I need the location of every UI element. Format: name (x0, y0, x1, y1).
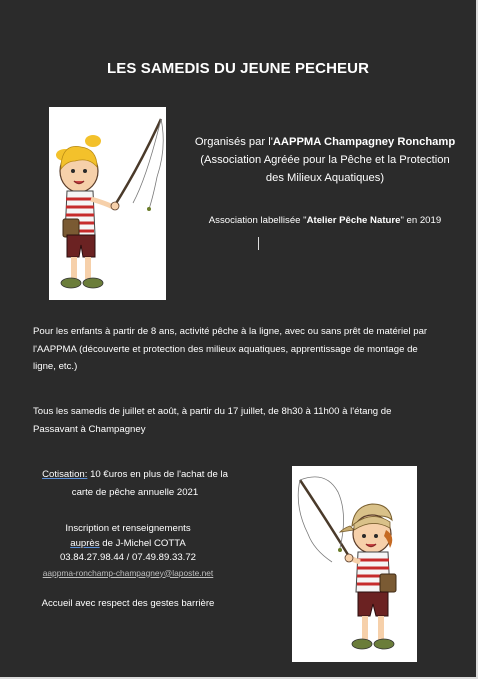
flyer-title: LES SAMEDIS DU JEUNE PECHEUR (106, 60, 369, 77)
girl-fishing-illustration (49, 107, 166, 300)
label-line (180, 215, 470, 226)
audience-line1: Pour les enfants à partir de 8 ans, activité pêche à la ligne, avec ou sans prêt de matériel par (33, 326, 428, 337)
organizer-prefix: Organisés par l' (194, 136, 273, 148)
cotisation-label: Cotisation: (42, 469, 88, 480)
label-name: Atelier Pêche Nature (306, 215, 401, 226)
boy-fishing-illustration (292, 466, 417, 662)
organizer-line2: (Association Agréée pour la Pêche et la Protection (200, 154, 450, 166)
contact-person (0, 537, 256, 552)
girl-fishing-drawing (49, 107, 166, 300)
contact-phones: 03.84.27.98.44 / 07.49.89.33.72 (59, 552, 197, 563)
cotisation-text1: 10 €uros en plus de l'achat de la (87, 469, 228, 480)
cotisation-line1 (20, 466, 250, 484)
contact-heading: Inscription et renseignements (65, 523, 191, 534)
audience-line2: l'AAPPMA (découverte et protection des milieux aquatiques, apprentissage de montage de (33, 343, 418, 355)
cotisation-line2: carte de pêche annuelle 2021 (71, 486, 199, 498)
contact-pres-word: auprès (70, 537, 100, 549)
organizer-block (180, 133, 470, 187)
audience-line3: ligne, etc.) (33, 361, 78, 372)
schedule-line1: Tous les samedis de juillet et août, à partir du 17 juillet, de 8h30 à 11h00 à l'étang de (33, 406, 392, 417)
closing-line: Accueil avec respect des gestes barrière (41, 598, 215, 609)
schedule-paragraph (33, 403, 458, 438)
boy-fishing-drawing (292, 466, 417, 662)
organizer-name: AAPPMA Champagney Ronchamp (272, 136, 456, 148)
contact-email-link[interactable]: aappma-ronchamp-champagney@laposte.net (42, 567, 214, 578)
schedule-line2: Passavant à Champagney (33, 423, 146, 435)
organizer-line3: des Milieux Aquatiques) (265, 172, 385, 184)
audience-paragraph (33, 323, 458, 376)
contact-name: de J-Michel COTTA (99, 537, 186, 549)
organizer-line1 (180, 133, 470, 151)
label-prefix: Association labellisée " (208, 215, 307, 226)
label-suffix: " en 2019 (400, 215, 442, 226)
contact-block (0, 522, 256, 580)
text-cursor (258, 237, 259, 250)
cotisation-block (20, 466, 250, 501)
